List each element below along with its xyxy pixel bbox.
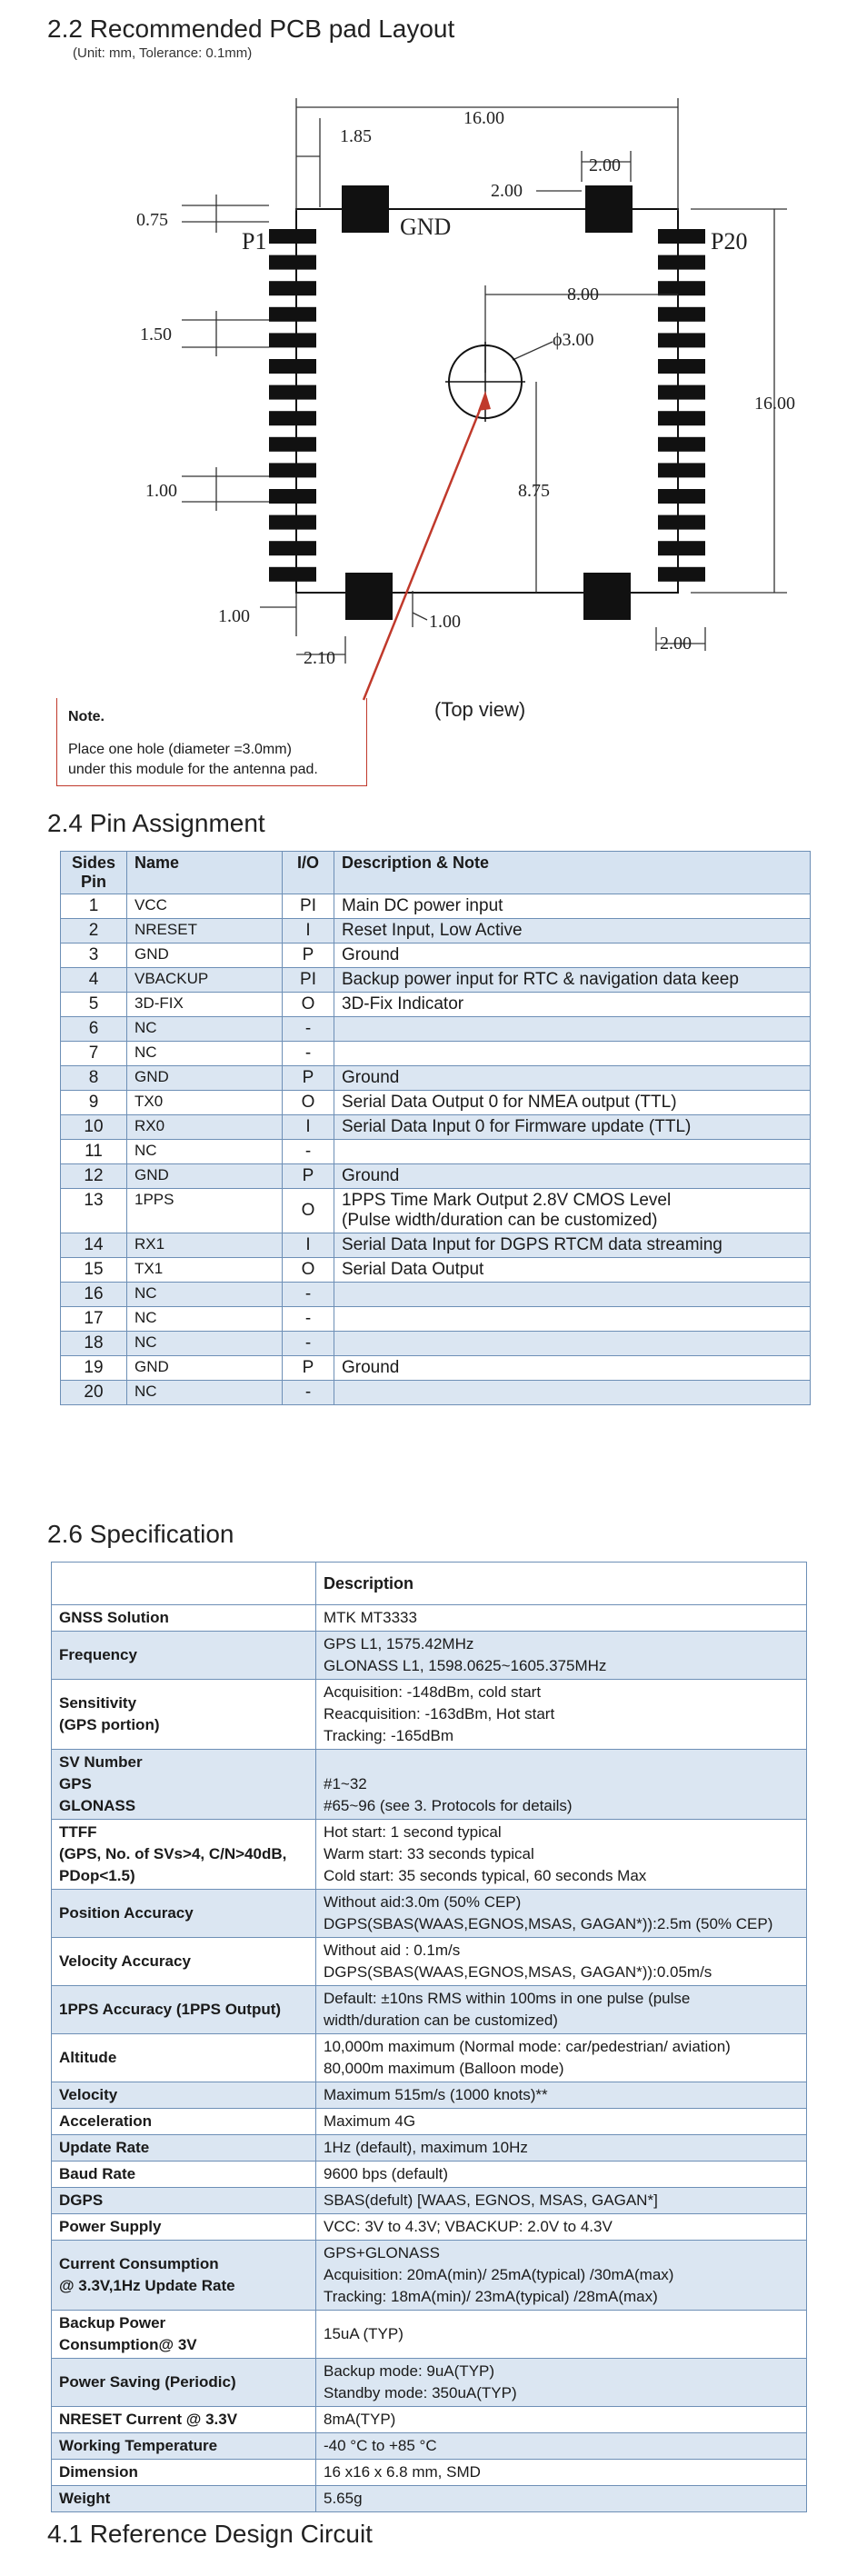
dim-2-00-bottom-right: 2.00 [660, 634, 692, 654]
pin-row [61, 1258, 811, 1283]
spec-row [52, 2433, 807, 2460]
spec-value: Default: ±10ns RMS within 100ms in one pulse (pulse width/duration can be customized) [316, 1986, 807, 2034]
dim-8-00: 8.00 [567, 285, 599, 305]
spec-value: MTK MT3333 [316, 1605, 807, 1632]
dim-1-85: 1.85 [340, 126, 372, 146]
spec-key: Baud Rate [52, 2162, 316, 2188]
pin-name: VCC [127, 894, 283, 919]
spec-row [52, 2241, 807, 2311]
pin-description: Backup power input for RTC & navigation data keep [334, 968, 811, 993]
pin-io: - [283, 1381, 334, 1405]
pin-name: GND [127, 1356, 283, 1381]
right-pad [658, 307, 705, 322]
pin-description: Serial Data Output [334, 1258, 811, 1283]
pin-row [61, 1307, 811, 1332]
left-pad [269, 359, 316, 374]
desc-header: Description & Note [334, 852, 811, 894]
spec-value: 5.65g [316, 2486, 807, 2512]
pin-number: 14 [61, 1233, 127, 1258]
pin-row [61, 1091, 811, 1115]
pin-io: - [283, 1283, 334, 1307]
left-pad [269, 333, 316, 347]
io-header: I/O [283, 852, 334, 894]
pin-io: I [283, 1115, 334, 1140]
right-pad [658, 229, 705, 244]
pin-io: P [283, 1066, 334, 1091]
note-line-1: Place one hole (diameter =3.0mm) [68, 742, 292, 757]
pin-row [61, 1233, 811, 1258]
pin-number: 11 [61, 1140, 127, 1164]
spec-value: 9600 bps (default) [316, 2162, 807, 2188]
pin-io: P [283, 1164, 334, 1189]
pin-number: 17 [61, 1307, 127, 1332]
left-pad [269, 463, 316, 477]
right-pad [658, 489, 705, 504]
p20-label: P20 [711, 228, 748, 255]
spec-key: NRESET Current @ 3.3V [52, 2407, 316, 2433]
note-callout-line [364, 396, 485, 700]
right-pad [658, 541, 705, 555]
left-pad [269, 489, 316, 504]
pin-assignment-table [60, 851, 811, 1405]
spec-value: -40 °C to +85 °C [316, 2433, 807, 2460]
pin-description: Ground [334, 944, 811, 968]
left-pad [269, 515, 316, 530]
pin-number: 1 [61, 894, 127, 919]
spec-value: Hot start: 1 second typical Warm start: 33 seconds typical Cold start: 35 seconds typical, 60 seconds Max [316, 1820, 807, 1890]
right-pad [658, 411, 705, 425]
spec-value: Without aid:3.0m (50% CEP) DGPS(SBAS(WAAS,EGNOS,MSAS, GAGAN*)):2.5m (50% CEP) [316, 1890, 807, 1938]
dim-2-00-b: 2.00 [589, 155, 621, 175]
pin-number: 9 [61, 1091, 127, 1115]
pin-row [61, 1115, 811, 1140]
spec-key: DGPS [52, 2188, 316, 2214]
pin-number: 7 [61, 1042, 127, 1066]
spec-key: 1PPS Accuracy (1PPS Output) [52, 1986, 316, 2034]
pin-io: I [283, 919, 334, 944]
pin-io: O [283, 1189, 334, 1233]
pin-name: TX1 [127, 1258, 283, 1283]
note-title: Note. [68, 709, 105, 724]
spec-value: 8mA(TYP) [316, 2407, 807, 2433]
pin-name: NC [127, 1283, 283, 1307]
dim-2-10: 2.10 [304, 648, 335, 668]
pin-number: 5 [61, 993, 127, 1017]
spec-key: Power Saving (Periodic) [52, 2359, 316, 2407]
spec-key: Power Supply [52, 2214, 316, 2241]
pin-io: PI [283, 968, 334, 993]
pin-io: - [283, 1042, 334, 1066]
spec-row [52, 2407, 807, 2433]
spec-desc-header: Description [316, 1563, 807, 1605]
gnd-pad [345, 573, 393, 620]
spec-key: Backup Power Consumption@ 3V [52, 2311, 316, 2359]
pin-row [61, 1381, 811, 1405]
left-pad [269, 255, 316, 270]
pcb-units-note: (Unit: mm, Tolerance: 0.1mm) [73, 45, 253, 61]
spec-row [52, 2214, 807, 2241]
pin-description: Ground [334, 1164, 811, 1189]
spec-row [52, 2162, 807, 2188]
pin-row [61, 894, 811, 919]
spec-value: Without aid : 0.1m/s DGPS(SBAS(WAAS,EGNOS,MSAS, GAGAN*)):0.05m/s [316, 1938, 807, 1986]
note-line-2: under this module for the antenna pad. [68, 762, 318, 777]
spec-key: Update Rate [52, 2135, 316, 2162]
right-pad [658, 255, 705, 270]
pin-table-header [61, 852, 811, 894]
pin-description: Main DC power input [334, 894, 811, 919]
dim-16-top: 16.00 [463, 108, 504, 128]
spec-row [52, 1938, 807, 1986]
left-pad [269, 281, 316, 295]
pin-description [334, 1332, 811, 1356]
pin-section-title: 2.4 Pin Assignment [47, 809, 265, 837]
left-pad [269, 567, 316, 582]
left-pad [269, 411, 316, 425]
spec-value: GPS L1, 1575.42MHz GLONASS L1, 1598.0625~1605.375MHz [316, 1632, 807, 1680]
pin-description: Reset Input, Low Active [334, 919, 811, 944]
right-pad [658, 567, 705, 582]
pin-io: - [283, 1332, 334, 1356]
spec-key: SV Number GPS GLONASS [52, 1750, 316, 1820]
right-pad [658, 333, 705, 347]
pin-row [61, 1066, 811, 1091]
pin-io: - [283, 1307, 334, 1332]
pin-number: 6 [61, 1017, 127, 1042]
spec-value: 15uA (TYP) [316, 2311, 807, 2359]
spec-value: Backup mode: 9uA(TYP) Standby mode: 350uA(TYP) [316, 2359, 807, 2407]
dim-8-75: 8.75 [518, 481, 550, 501]
spec-row [52, 2109, 807, 2135]
pin-row [61, 1189, 811, 1233]
pin-name: NRESET [127, 919, 283, 944]
pin-number: 2 [61, 919, 127, 944]
pin-number: 4 [61, 968, 127, 993]
spec-key: Current Consumption @ 3.3V,1Hz Update Rate [52, 2241, 316, 2311]
pin-row [61, 968, 811, 993]
pin-number: 15 [61, 1258, 127, 1283]
pin-description [334, 1381, 811, 1405]
dim-2-00-a: 2.00 [491, 181, 523, 201]
left-pad [269, 307, 316, 322]
spec-row [52, 1986, 807, 2034]
spec-row [52, 2188, 807, 2214]
pin-table-body [61, 894, 811, 1405]
pin-header: Sides Pin [61, 852, 127, 894]
p1-label: P1 [242, 228, 267, 255]
pin-name: GND [127, 944, 283, 968]
top-view-caption: (Top view) [434, 698, 526, 721]
right-pad [658, 463, 705, 477]
pin-io: - [283, 1017, 334, 1042]
spec-key: Velocity [52, 2082, 316, 2109]
pin-name: TX0 [127, 1091, 283, 1115]
right-pad [658, 437, 705, 452]
pin-number: 18 [61, 1332, 127, 1356]
pcb-pad-layout-diagram [0, 0, 847, 818]
pin-io: I [283, 1233, 334, 1258]
right-pad [658, 281, 705, 295]
pin-number: 13 [61, 1189, 127, 1233]
spec-key: Altitude [52, 2034, 316, 2082]
pin-description: Ground [334, 1066, 811, 1091]
dim-1-00-bottom-left: 1.00 [218, 606, 250, 626]
pin-number: 19 [61, 1356, 127, 1381]
spec-row [52, 2460, 807, 2486]
spec-table-body [52, 1605, 807, 2512]
spec-value: #1~32 #65~96 (see 3. Protocols for details) [316, 1750, 807, 1820]
spec-key: Sensitivity (GPS portion) [52, 1680, 316, 1750]
pin-row [61, 1356, 811, 1381]
right-pad [658, 385, 705, 400]
spec-row [52, 1820, 807, 1890]
pin-name: NC [127, 1381, 283, 1405]
dim-phi-3-00: ϕ3.00 [553, 330, 594, 350]
pin-number: 8 [61, 1066, 127, 1091]
dim-1-50: 1.50 [140, 324, 172, 344]
left-pad [269, 385, 316, 400]
dim-0-75: 0.75 [136, 210, 168, 230]
pin-name: GND [127, 1164, 283, 1189]
gnd-label: GND [400, 214, 452, 240]
spec-row [52, 1750, 807, 1820]
pin-io: O [283, 993, 334, 1017]
spec-key: Dimension [52, 2460, 316, 2486]
pin-name: 3D-FIX [127, 993, 283, 1017]
spec-key-header [52, 1563, 316, 1605]
spec-key: Weight [52, 2486, 316, 2512]
left-pad [269, 541, 316, 555]
pin-description [334, 1042, 811, 1066]
pin-name: NC [127, 1140, 283, 1164]
pin-name: NC [127, 1307, 283, 1332]
pin-name: NC [127, 1017, 283, 1042]
reference-section-title: 4.1 Reference Design Circuit [47, 2520, 373, 2548]
dim-16-00-right: 16.00 [754, 394, 795, 414]
pin-name: NC [127, 1332, 283, 1356]
left-pad [269, 437, 316, 452]
spec-row [52, 2135, 807, 2162]
spec-row [52, 1890, 807, 1938]
pin-io: P [283, 1356, 334, 1381]
pin-description: Serial Data Input 0 for Firmware update (TTL) [334, 1115, 811, 1140]
pin-description: Serial Data Input for DGPS RTCM data streaming [334, 1233, 811, 1258]
spec-key: Position Accuracy [52, 1890, 316, 1938]
pin-description [334, 1307, 811, 1332]
dim-1-00-bottom-mid: 1.00 [429, 612, 461, 632]
spec-key: Acceleration [52, 2109, 316, 2135]
pin-name: RX0 [127, 1115, 283, 1140]
spec-row [52, 2034, 807, 2082]
pin-description: 3D-Fix Indicator [334, 993, 811, 1017]
spec-value: SBAS(defult) [WAAS, EGNOS, MSAS, GAGAN*] [316, 2188, 807, 2214]
pin-row [61, 1164, 811, 1189]
name-header: Name [127, 852, 283, 894]
spec-row [52, 1680, 807, 1750]
pin-row [61, 944, 811, 968]
pin-description: 1PPS Time Mark Output 2.8V CMOS Level (Pulse width/duration can be customized) [334, 1189, 811, 1233]
spec-row [52, 2082, 807, 2109]
pin-row [61, 993, 811, 1017]
pin-description [334, 1283, 811, 1307]
pin-description [334, 1017, 811, 1042]
spec-value: GPS+GLONASS Acquisition: 20mA(min)/ 25mA(typical) /30mA(max) Tracking: 18mA(min)/ 23mA(typical) /28mA(max) [316, 2241, 807, 2311]
pin-number: 12 [61, 1164, 127, 1189]
pin-number: 3 [61, 944, 127, 968]
pin-number: 10 [61, 1115, 127, 1140]
spec-key: Velocity Accuracy [52, 1938, 316, 1986]
spec-value: VCC: 3V to 4.3V; VBACKUP: 2.0V to 4.3V [316, 2214, 807, 2241]
pin-description: Ground [334, 1356, 811, 1381]
spec-row [52, 1632, 807, 1680]
spec-row [52, 2486, 807, 2512]
spec-row [52, 2359, 807, 2407]
pin-row [61, 1042, 811, 1066]
pin-io: - [283, 1140, 334, 1164]
pin-number: 20 [61, 1381, 127, 1405]
dim-1-00-left: 1.00 [145, 481, 177, 501]
pin-name: VBACKUP [127, 968, 283, 993]
pin-name: GND [127, 1066, 283, 1091]
pin-row [61, 1017, 811, 1042]
spec-value: Maximum 4G [316, 2109, 807, 2135]
spec-value: Maximum 515m/s (1000 knots)** [316, 2082, 807, 2109]
spec-section-title: 2.6 Specification [47, 1520, 234, 1548]
pin-io: PI [283, 894, 334, 919]
spec-key: Frequency [52, 1632, 316, 1680]
pin-row [61, 1283, 811, 1307]
pin-io: O [283, 1091, 334, 1115]
spec-table-header [52, 1563, 807, 1605]
spec-row [52, 2311, 807, 2359]
spec-value: Acquisition: -148dBm, cold start Reacquisition: -163dBm, Hot start Tracking: -165dBm [316, 1680, 807, 1750]
spec-row [52, 1605, 807, 1632]
pin-description: Serial Data Output 0 for NMEA output (TTL) [334, 1091, 811, 1115]
pin-row [61, 1140, 811, 1164]
pin-row [61, 919, 811, 944]
pin-row [61, 1332, 811, 1356]
spec-key: TTFF (GPS, No. of SVs>4, C/N>40dB, PDop<1.5) [52, 1820, 316, 1890]
pin-description [334, 1140, 811, 1164]
spec-value: 1Hz (default), maximum 10Hz [316, 2135, 807, 2162]
pin-io: O [283, 1258, 334, 1283]
right-pad [658, 359, 705, 374]
spec-key: GNSS Solution [52, 1605, 316, 1632]
spec-value: 16 x16 x 6.8 mm, SMD [316, 2460, 807, 2486]
pin-name: RX1 [127, 1233, 283, 1258]
specification-table [51, 1562, 807, 2512]
pin-io: P [283, 944, 334, 968]
pin-number: 16 [61, 1283, 127, 1307]
gnd-pad [583, 573, 631, 620]
antenna-note-box [56, 698, 367, 786]
left-pad [269, 229, 316, 244]
pcb-section-title: 2.2 Recommended PCB pad Layout [47, 15, 455, 43]
spec-key: Working Temperature [52, 2433, 316, 2460]
right-pad [658, 515, 705, 530]
pin-name: NC [127, 1042, 283, 1066]
pin-name: 1PPS [127, 1189, 283, 1233]
spec-value: 10,000m maximum (Normal mode: car/pedestrian/ aviation) 80,000m maximum (Balloon mode) [316, 2034, 807, 2082]
